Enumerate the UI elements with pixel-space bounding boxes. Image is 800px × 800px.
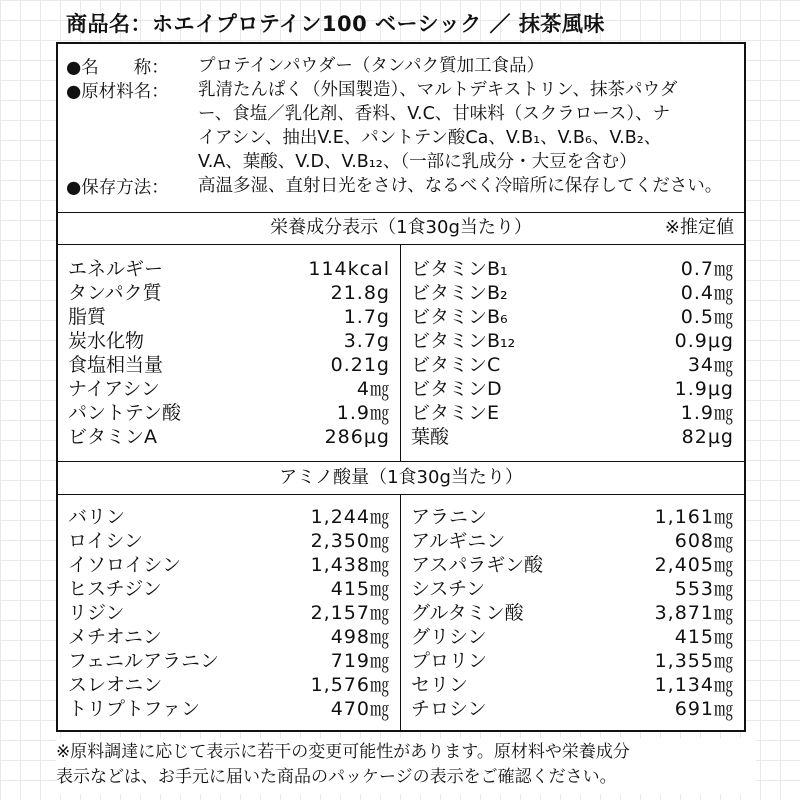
- item-value: 691㎎: [674, 698, 734, 720]
- item-name: プロリン: [411, 650, 488, 672]
- item-name: 食塩相当量: [68, 354, 164, 376]
- item-value: 2,350㎎: [310, 530, 390, 552]
- nutrition-header-title: 栄養成分表示（1食30g当たり）: [270, 217, 532, 238]
- item-value: 1,355㎎: [654, 650, 734, 672]
- item-name: 葉酸: [411, 426, 450, 448]
- info-label: ●原材料名：: [66, 82, 169, 102]
- item-value: 1.7g: [343, 306, 390, 328]
- table-row: [401, 329, 744, 353]
- item-name: ビタミンB₂: [411, 282, 508, 304]
- table-row: [401, 257, 744, 281]
- item-name: ビタミンB₆: [411, 306, 508, 328]
- table-row: [58, 353, 400, 377]
- item-value: 286μg: [324, 426, 390, 448]
- item-name: チロシン: [411, 698, 487, 720]
- item-value: 0.4㎎: [680, 282, 734, 304]
- table-row: [58, 281, 400, 305]
- table-row: [58, 505, 400, 529]
- item-value: 4㎎: [356, 378, 390, 400]
- item-name: グルタミン酸: [411, 602, 524, 624]
- item-value: 415㎎: [674, 626, 734, 648]
- table-row: [58, 425, 400, 449]
- item-name: シスチン: [411, 578, 486, 600]
- item-value: 470㎎: [330, 698, 390, 720]
- amino-right-column: [401, 495, 744, 732]
- table-row: [401, 353, 744, 377]
- table-row: [401, 649, 744, 673]
- item-name: ナイアシン: [68, 378, 160, 400]
- item-name: パントテン酸: [68, 402, 182, 424]
- info-row-name: [66, 54, 738, 79]
- item-value: 0.7㎎: [680, 258, 734, 280]
- table-row: [58, 401, 400, 425]
- table-row: [401, 281, 744, 305]
- table-row: [58, 577, 400, 601]
- item-value: 0.5㎎: [680, 306, 734, 328]
- item-name: ビタミンA: [68, 426, 157, 448]
- table-row: [401, 305, 744, 329]
- product-title: 商品名：ホエイプロテイン100 ベーシック ／ 抹茶風味: [66, 12, 605, 36]
- table-row: [58, 673, 400, 697]
- product-info-section: [58, 44, 744, 213]
- item-name: ヒスチジン: [68, 578, 162, 600]
- item-value: 1.9㎎: [680, 402, 734, 424]
- table-row: [58, 553, 400, 577]
- item-value: 1,576㎎: [310, 674, 390, 696]
- label-box: [56, 42, 746, 732]
- info-value: 乳清たんぱく（外国製造）、マルトデキストリン、抹茶パウダ ー、食塩／乳化剤、香料、V.C、甘味料（スクラロース）、ナ イアシン、抽出V.E、パントテン酸Ca、V.B₁、V.B₆、V.B₂、 V.A、葉酸、V.D、V.B₁₂、（一部に乳成分・大豆を含む）: [198, 80, 678, 172]
- item-value: 34㎎: [687, 354, 734, 376]
- item-value: 2,405㎎: [654, 554, 734, 576]
- item-value: 3.7g: [343, 330, 390, 352]
- item-name: ロイシン: [68, 530, 143, 552]
- item-value: 608㎎: [674, 530, 734, 552]
- item-name: メチオニン: [68, 626, 162, 648]
- table-row: [58, 305, 400, 329]
- info-row-ingredients: [66, 78, 738, 174]
- info-value: プロテインパウダー（タンパク質加工食品）: [198, 56, 545, 76]
- table-row: [401, 577, 744, 601]
- item-name: バリン: [68, 506, 126, 528]
- item-value: 114kcal: [308, 258, 390, 280]
- table-row: [401, 377, 744, 401]
- item-value: 3,871㎎: [654, 602, 734, 624]
- item-name: スレオニン: [68, 674, 163, 696]
- item-name: ビタミンC: [411, 354, 501, 376]
- item-name: ビタミンE: [411, 402, 500, 424]
- amino-header-title: アミノ酸量（1食30g当たり）: [279, 467, 523, 488]
- table-row: [401, 505, 744, 529]
- item-value: 719㎎: [330, 650, 390, 672]
- item-name: アルギニン: [411, 530, 506, 552]
- item-name: 炭水化物: [68, 330, 145, 352]
- item-name: ビタミンD: [411, 378, 502, 400]
- nutrition-right-column: [401, 245, 744, 461]
- item-value: 2,157㎎: [310, 602, 390, 624]
- item-value: 1,438㎎: [310, 554, 390, 576]
- item-name: グリシン: [411, 626, 487, 648]
- info-row-storage: [66, 174, 738, 199]
- item-value: 498㎎: [330, 626, 390, 648]
- amino-table: [58, 495, 744, 732]
- table-row: [58, 625, 400, 649]
- amino-header: [58, 462, 744, 495]
- nutrition-header: [58, 212, 744, 245]
- footer-note: ※原料調達に応じて表示に若干の変更可能性があります。原材料や栄養成分 表示などは、お手元に届いた商品のパッケージの表示をご確認ください。: [56, 742, 630, 787]
- item-value: 1,134㎎: [654, 674, 734, 696]
- item-value: 82μg: [681, 426, 734, 448]
- estimate-note: ※推定値: [664, 217, 734, 238]
- table-row: [401, 401, 744, 425]
- table-row: [401, 697, 744, 721]
- item-value: 553㎎: [674, 578, 734, 600]
- item-name: 脂質: [68, 306, 107, 328]
- item-value: 0.21g: [330, 354, 390, 376]
- item-name: リジン: [68, 602, 125, 624]
- table-row: [58, 257, 400, 281]
- item-name: ビタミンB₁₂: [411, 330, 516, 352]
- item-value: 415㎎: [330, 578, 390, 600]
- table-row: [401, 529, 744, 553]
- item-name: タンパク質: [68, 282, 162, 304]
- item-name: アスパラギン酸: [411, 554, 544, 576]
- table-row: [58, 329, 400, 353]
- table-row: [58, 697, 400, 721]
- item-name: ビタミンB₁: [411, 258, 508, 280]
- table-row: [58, 529, 400, 553]
- item-value: 0.9μg: [674, 330, 734, 352]
- table-row: [58, 377, 400, 401]
- item-name: セリン: [411, 674, 469, 696]
- item-name: フェニルアラニン: [68, 650, 220, 672]
- info-value: 高温多湿、直射日光をさけ、なるべく冷暗所に保存してください。: [198, 176, 723, 196]
- nutrition-left-column: [58, 245, 401, 461]
- table-row: [401, 425, 744, 449]
- item-value: 1,244㎎: [310, 506, 390, 528]
- info-label: ●保存方法：: [66, 178, 169, 198]
- item-name: エネルギー: [68, 258, 164, 280]
- info-label: ●名 称：: [66, 58, 169, 78]
- table-row: [58, 601, 400, 625]
- table-row: [401, 673, 744, 697]
- table-row: [58, 649, 400, 673]
- nutrition-table: [58, 245, 744, 462]
- table-row: [401, 625, 744, 649]
- item-name: イソロイシン: [68, 554, 181, 576]
- item-value: 1.9μg: [674, 378, 734, 400]
- amino-left-column: [58, 495, 401, 732]
- item-name: アラニン: [411, 506, 488, 528]
- table-row: [401, 601, 744, 625]
- item-value: 1,161㎎: [654, 506, 734, 528]
- table-row: [401, 553, 744, 577]
- item-value: 21.8g: [330, 282, 390, 304]
- item-value: 1.9㎎: [336, 402, 390, 424]
- item-name: トリプトファン: [68, 698, 201, 720]
